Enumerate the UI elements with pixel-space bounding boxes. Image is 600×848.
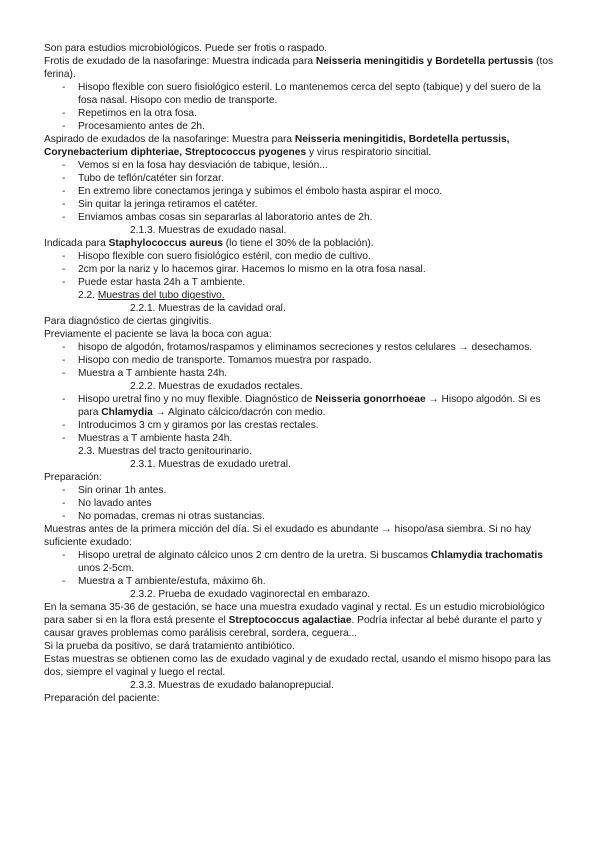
paragraph: Previamente el paciente se lava la boca con agua: [44,329,272,340]
paragraph-embarazo: En la semana 35-36 de gestación, se hace una muestra exudado vaginal y rectal. Es un estudio microbiológico para saber si en la flora está presente el Streptococcus agalactiae. Podría infectar al bebé durante el parto y causar graves problemas como parálisis cerebral, sordera, ceguera... [44,602,545,639]
list-item: - Sin quitar la jeringa retiramos el catéter. [44,198,558,211]
section-heading-2-2: 2.2. Muestras del tubo digestivo. [78,290,225,301]
list-item: - Hisopo flexible con suero fisiológico esteril. Lo mantenemos cerca del septo (tabique) y del suero de la fosa nasal. Hisopo con medio de transporte. [44,81,558,107]
section-heading-2-2-2: 2.2.2. Muestras de exudados rectales. [130,381,303,392]
section-heading-2-3-3: 2.3.3. Muestras de exudado balanoprepucial. [130,680,334,691]
list-item: - Muestra a T ambiente hasta 24h. [44,367,558,380]
paragraph: Para diagnóstico de ciertas gingivitis. [44,316,212,327]
paragraph: Estas muestras se obtienen como las de exudado vaginal y de exudado rectal, usando el mismo hisopo para las dos, siempre el vaginal y luego el rectal. [44,654,551,678]
list-item: - Repetimos en la otra fosa. [44,107,558,120]
document-body [44,42,558,705]
list-item: - Tubo de teflón/catéter sin forzar. [44,172,558,185]
list-item: - Sin orinar 1h antes. [44,484,558,497]
list-item: - Hisopo uretral de alginato cálcico unos 2 cm dentro de la uretra. Si buscamos Chlamydia trachomatis unos 2-5cm. [44,549,558,575]
list-item: - 2cm por la nariz y lo hacemos girar. Hacemos lo mismo en la otra fosa nasal. [44,263,558,276]
section-heading-2-3: 2.3. Muestras del tracto genitourinario. [78,446,252,457]
list-item: - Puede estar hasta 24h a T ambiente. [44,276,558,289]
paragraph-nasal-intro: Indicada para Staphylococcus aureus (lo tiene el 30% de la población). [44,238,374,249]
paragraph: Preparación del paciente: [44,693,160,704]
list-item: - Muestra a T ambiente/estufa, máximo 6h. [44,575,558,588]
paragraph: Preparación: [44,472,102,483]
list-item: - En extremo libre conectamos jeringa y subimos el émbolo hasta aspirar el moco. [44,185,558,198]
section-heading-2-3-1: 2.3.1. Muestras de exudado uretral. [130,459,291,470]
paragraph: Son para estudios microbiológicos. Puede ser frotis o raspado. [44,43,328,54]
paragraph: Si la prueba da positivo, se dará tratamiento antibiótico. [44,641,295,652]
paragraph: Muestras antes de la primera micción del día. Si el exudado es abundante → hisopo/asa siembra. Si no hay suficiente exudado: [44,524,532,548]
list-item: - Hisopo flexible con suero fisiológico estéril, con medio de cultivo. [44,250,558,263]
list-item: - hisopo de algodón, frotamos/raspamos y eliminamos secreciones y restos celulares → desechamos. [44,341,558,354]
paragraph-nasofaringe-intro: Frotis de exudado de la nasofaringe: Muestra indicada para Neisseria meningitidis y Bordetella pertussis (tos ferina). [44,56,554,80]
section-heading-2-2-1: 2.2.1. Muestras de la cavidad oral. [130,303,286,314]
list-item: - Hisopo con medio de transporte. Tomamos muestra por raspado. [44,354,558,367]
section-heading-2-3-2: 2.3.2. Prueba de exudado vaginorectal en embarazo. [130,589,371,600]
paragraph-aspirado-intro: Aspirado de exudados de la nasofaringe: Muestra para Neisseria meningitidis, Bordetella pertussis, Corynebacterium diphteriae, Streptococcus pyogenes y virus respiratorio sincitial. [44,134,510,158]
list-item: - Enviamos ambas cosas sin separarlas al laboratorio antes de 2h. [44,211,558,224]
list-item: - Hisopo uretral fino y no muy flexible. Diagnóstico de Neisseria gonorrhoeae → Hisopo algodón. Si es para Chlamydia → Alginato cálcico/dacrón con medio. [44,393,558,419]
list-item: - Muestras a T ambiente hasta 24h. [44,432,558,445]
list-item: - Vemos si en la fosa hay desviación de tabique, lesión... [44,159,558,172]
list-item: - Procesamiento antes de 2h. [44,120,558,133]
list-item: - No pomadas, cremas ni otras sustancias. [44,510,558,523]
list-item: - Introducimos 3 cm y giramos por las crestas rectales. [44,419,558,432]
list-item: - No lavado antes [44,497,558,510]
section-heading-2-1-3: 2.1.3. Muestras de exudado nasal. [130,225,287,236]
